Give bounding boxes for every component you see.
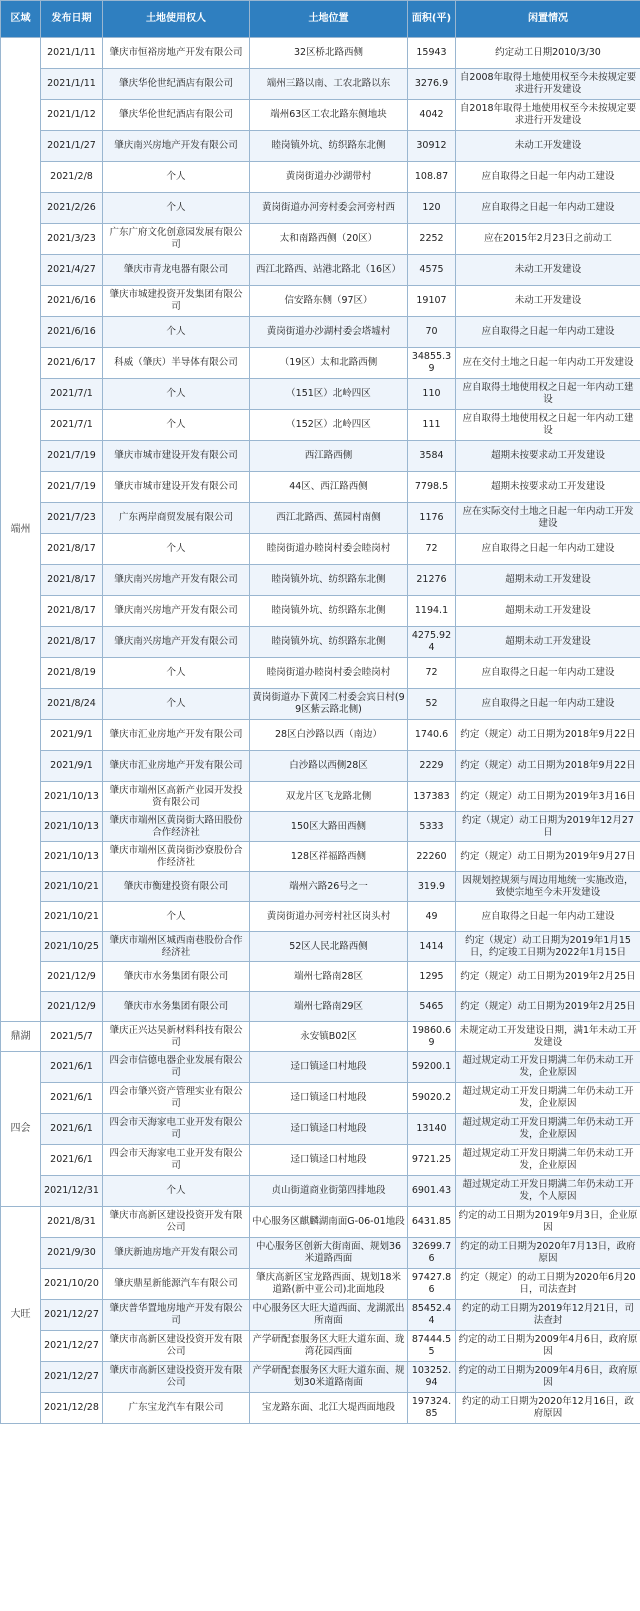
cell-status: 约定的动工日期为2019年9月3日，企业原因 [456,1207,640,1238]
table-row [1,317,640,348]
cell-location: 黄岗街道办下黄冈二村委会宾日村(99区紫云路北侧) [250,689,408,720]
cell-status: 应自取得之日起一年内动工建设 [456,317,640,348]
cell-date: 2021/1/11 [41,69,103,100]
header-area: 面积(平) [408,1,456,38]
region-cell: 大旺 [1,1207,41,1424]
cell-location: 端州七路南29区 [250,992,408,1022]
cell-status: 未动工开发建设 [456,255,640,286]
cell-owner: 肇庆南兴房地产开发有限公司 [103,627,250,658]
table-row [1,720,640,751]
cell-area: 197324.85 [408,1393,456,1424]
header-date: 发布日期 [41,1,103,38]
cell-date: 2021/7/23 [41,503,103,534]
table-row [1,1207,640,1238]
table-row [1,534,640,565]
cell-status: 应自取得土地使用权之日起一年内动工建设 [456,410,640,441]
cell-date: 2021/6/1 [41,1114,103,1145]
cell-status: 约定的动工日期为2019年12月21日，司法查封 [456,1300,640,1331]
cell-owner: 肇庆市城市建设开发有限公司 [103,441,250,472]
cell-area: 2229 [408,751,456,782]
cell-date: 2021/8/31 [41,1207,103,1238]
cell-date: 2021/6/16 [41,286,103,317]
cell-status: 约定（规定）动工日期为2019年3月16日 [456,782,640,812]
cell-location: 黄岗街道办河旁村委会河旁村西 [250,193,408,224]
table-row [1,596,640,627]
cell-owner: 肇庆市青龙电器有限公司 [103,255,250,286]
cell-location: 中心服务区创新大街南面、规划36米道路西面 [250,1238,408,1269]
cell-status: 应自取得之日起一年内动工建设 [456,162,640,193]
cell-area: 59200.1 [408,1052,456,1083]
cell-area: 6901.43 [408,1176,456,1207]
cell-area: 110 [408,379,456,410]
cell-area: 108.87 [408,162,456,193]
cell-date: 2021/12/27 [41,1362,103,1393]
cell-area: 137383 [408,782,456,812]
cell-location: 迳口镇迳口村地段 [250,1114,408,1145]
cell-location: 迳口镇迳口村地段 [250,1052,408,1083]
cell-date: 2021/7/1 [41,379,103,410]
cell-owner: 个人 [103,317,250,348]
cell-area: 9721.25 [408,1145,456,1176]
cell-owner: 肇庆华伦世纪酒店有限公司 [103,69,250,100]
cell-location: 迳口镇迳口村地段 [250,1083,408,1114]
cell-location: 睦岗镇外坑、纺织路东北侧 [250,596,408,627]
cell-location: 28区白沙路以西（南边） [250,720,408,751]
cell-owner: 肇庆南兴房地产开发有限公司 [103,565,250,596]
cell-area: 7798.5 [408,472,456,503]
cell-status: 约定的动工日期为2009年4月6日，政府原因 [456,1331,640,1362]
table-row [1,658,640,689]
cell-location: 双龙片区飞龙路北侧 [250,782,408,812]
cell-location: 中心服务区麒麟湖南面G-06-01地段 [250,1207,408,1238]
cell-area: 3276.9 [408,69,456,100]
table-row [1,162,640,193]
cell-status: 约定（规定）动工日期为2019年12月27日 [456,812,640,842]
table-row [1,812,640,842]
cell-area: 4275.924 [408,627,456,658]
cell-location: 睦岗镇外坑、纺织路东北侧 [250,627,408,658]
table-row [1,689,640,720]
cell-owner: 广东宝龙汽车有限公司 [103,1393,250,1424]
cell-owner: 个人 [103,410,250,441]
table-row [1,193,640,224]
table-row [1,842,640,872]
header-status: 闲置情况 [456,1,640,38]
cell-area: 97427.86 [408,1269,456,1300]
cell-status: 超期未按要求动工开发建设 [456,472,640,503]
cell-owner: 肇庆市衡建投资有限公司 [103,872,250,902]
cell-area: 4575 [408,255,456,286]
cell-status: 约定的动工日期为2009年4月6日，政府原因 [456,1362,640,1393]
cell-date: 2021/8/19 [41,658,103,689]
cell-area: 103252.94 [408,1362,456,1393]
cell-status: 自2008年取得土地使用权至今未按规定要求进行开发建设 [456,69,640,100]
cell-location: 西江北路西、蕉园村南侧 [250,503,408,534]
table-row [1,348,640,379]
cell-owner: 肇庆市城建投资开发集团有限公司 [103,286,250,317]
cell-location: 贞山街道商业街第四排地段 [250,1176,408,1207]
cell-area: 1295 [408,962,456,992]
cell-date: 2021/10/21 [41,902,103,932]
table-row [1,1300,640,1331]
cell-status: 应在实际交付土地之日起一年内动工开发建设 [456,503,640,534]
header-region: 区域 [1,1,41,38]
cell-owner: 肇庆市端州区黄岗街沙寮股份合作经济社 [103,842,250,872]
cell-owner: 肇庆南兴房地产开发有限公司 [103,596,250,627]
cell-area: 2252 [408,224,456,255]
cell-owner: 肇庆华伦世纪酒店有限公司 [103,100,250,131]
cell-location: 150区大路田西侧 [250,812,408,842]
cell-owner: 个人 [103,534,250,565]
table-row [1,751,640,782]
table-row [1,1114,640,1145]
cell-status: 应自取得土地使用权之日起一年内动工建设 [456,379,640,410]
cell-owner: 肇庆市高新区建设投资开发有限公司 [103,1207,250,1238]
table-row [1,565,640,596]
table-row [1,1269,640,1300]
cell-date: 2021/12/27 [41,1300,103,1331]
cell-area: 72 [408,658,456,689]
cell-area: 1176 [408,503,456,534]
cell-area: 4042 [408,100,456,131]
cell-location: 端州七路南28区 [250,962,408,992]
table-row [1,932,640,962]
cell-area: 70 [408,317,456,348]
table-row [1,872,640,902]
cell-owner: 广东广府文化创意园发展有限公司 [103,224,250,255]
cell-location: 睦岗街道办睦岗村委会睦岗村 [250,534,408,565]
cell-location: 128区祥福路西侧 [250,842,408,872]
cell-status: 超期未按要求动工开发建设 [456,441,640,472]
cell-date: 2021/7/1 [41,410,103,441]
cell-date: 2021/10/21 [41,872,103,902]
cell-owner: 个人 [103,658,250,689]
cell-date: 2021/8/17 [41,627,103,658]
cell-owner: 肇庆市城市建设开发有限公司 [103,472,250,503]
cell-area: 19860.69 [408,1022,456,1052]
cell-owner: 个人 [103,1176,250,1207]
cell-date: 2021/2/8 [41,162,103,193]
cell-date: 2021/8/24 [41,689,103,720]
cell-location: 睦岗镇外坑、纺织路东北侧 [250,131,408,162]
cell-date: 2021/12/28 [41,1393,103,1424]
cell-area: 1414 [408,932,456,962]
cell-date: 2021/10/20 [41,1269,103,1300]
table-row [1,627,640,658]
table-row [1,286,640,317]
cell-owner: 四会市肇兴资产管理实业有限公司 [103,1083,250,1114]
cell-location: 太和南路西侧（20区） [250,224,408,255]
table-row [1,503,640,534]
cell-date: 2021/3/23 [41,224,103,255]
cell-date: 2021/12/9 [41,962,103,992]
cell-area: 49 [408,902,456,932]
cell-date: 2021/1/12 [41,100,103,131]
table-body [1,38,640,1424]
cell-status: 约定（规定）的动工日期为2020年6月20日，司法查封 [456,1269,640,1300]
cell-status: 未动工开发建设 [456,286,640,317]
cell-date: 2021/8/17 [41,534,103,565]
cell-status: 应自取得之日起一年内动工建设 [456,193,640,224]
cell-area: 3584 [408,441,456,472]
cell-owner: 肇庆市恒裕房地产开发有限公司 [103,38,250,69]
table-row [1,100,640,131]
cell-location: （152区）北岭四区 [250,410,408,441]
cell-owner: 肇庆新迪房地产开发有限公司 [103,1238,250,1269]
cell-location: 肇庆高新区宝龙路西面、规划18米道路(新中亚公司)北面地段 [250,1269,408,1300]
cell-location: 端州63区工农北路东侧地块 [250,100,408,131]
cell-date: 2021/6/17 [41,348,103,379]
table-row [1,1052,640,1083]
cell-area: 15943 [408,38,456,69]
cell-date: 2021/6/1 [41,1145,103,1176]
cell-status: 应自取得之日起一年内动工建设 [456,534,640,565]
cell-owner: 肇庆市端州区城西南巷股份合作经济社 [103,932,250,962]
cell-area: 52 [408,689,456,720]
cell-date: 2021/10/13 [41,782,103,812]
cell-owner: 肇庆市汇业房地产开发有限公司 [103,751,250,782]
cell-status: 超期未动工开发建设 [456,596,640,627]
cell-area: 1740.6 [408,720,456,751]
cell-location: （19区）太和北路西侧 [250,348,408,379]
table-row [1,962,640,992]
table-row [1,1176,640,1207]
cell-owner: 肇庆南兴房地产开发有限公司 [103,131,250,162]
cell-location: 西江北路西、站港北路北（16区） [250,255,408,286]
table-row [1,1362,640,1393]
table-row [1,255,640,286]
cell-date: 2021/10/25 [41,932,103,962]
header-row [1,1,640,38]
cell-location: 产学研配套服务区大旺大道东面、规划30米道路南面 [250,1362,408,1393]
cell-location: 信安路东侧（97区） [250,286,408,317]
table-row [1,1331,640,1362]
cell-date: 2021/12/27 [41,1331,103,1362]
cell-owner: 肇庆鼎星新能源汽车有限公司 [103,1269,250,1300]
cell-area: 21276 [408,565,456,596]
cell-owner: 个人 [103,902,250,932]
cell-area: 6431.85 [408,1207,456,1238]
cell-date: 2021/1/11 [41,38,103,69]
cell-date: 2021/9/30 [41,1238,103,1269]
cell-date: 2021/6/1 [41,1052,103,1083]
cell-date: 2021/2/26 [41,193,103,224]
cell-date: 2021/9/1 [41,720,103,751]
cell-status: 应自取得之日起一年内动工建设 [456,902,640,932]
cell-owner: 肇庆市汇业房地产开发有限公司 [103,720,250,751]
cell-location: 宝龙路东面、北江大堤西面地段 [250,1393,408,1424]
cell-date: 2021/9/1 [41,751,103,782]
region-cell: 端州 [1,38,41,1022]
cell-date: 2021/6/1 [41,1083,103,1114]
cell-date: 2021/10/13 [41,812,103,842]
cell-status: 约定（规定）动工日期为2018年9月22日 [456,720,640,751]
cell-status: 约定的动工日期为2020年7月13日，政府原因 [456,1238,640,1269]
table-row [1,1238,640,1269]
cell-status: 应在2015年2月23日之前动工 [456,224,640,255]
cell-location: 迳口镇迳口村地段 [250,1145,408,1176]
cell-date: 2021/12/9 [41,992,103,1022]
cell-area: 34855.39 [408,348,456,379]
cell-area: 120 [408,193,456,224]
cell-status: 约定（规定）动工日期为2019年2月25日 [456,962,640,992]
cell-status: 应在交付土地之日起一年内动工开发建设 [456,348,640,379]
cell-date: 2021/7/19 [41,441,103,472]
cell-status: 超过规定动工开发日期满二年仍未动工开发，企业原因 [456,1114,640,1145]
cell-owner: 肇庆市端州区高新产业园开发投资有限公司 [103,782,250,812]
cell-date: 2021/8/17 [41,596,103,627]
cell-area: 111 [408,410,456,441]
table-row [1,379,640,410]
cell-date: 2021/1/27 [41,131,103,162]
cell-owner: 四会市信德电器企业发展有限公司 [103,1052,250,1083]
cell-owner: 四会市天海家电工业开发有限公司 [103,1114,250,1145]
cell-area: 72 [408,534,456,565]
cell-area: 32699.76 [408,1238,456,1269]
cell-status: 超期未动工开发建设 [456,627,640,658]
cell-location: 32区桥北路西侧 [250,38,408,69]
cell-location: 端州六路26号之一 [250,872,408,902]
table-row [1,782,640,812]
cell-owner: 广东两岸商贸发展有限公司 [103,503,250,534]
cell-owner: 四会市天海家电工业开发有限公司 [103,1145,250,1176]
table-row [1,410,640,441]
cell-owner: 肇庆市高新区建设投资开发有限公司 [103,1331,250,1362]
cell-status: 超期未动工开发建设 [456,565,640,596]
table-row [1,224,640,255]
cell-date: 2021/4/27 [41,255,103,286]
table-row [1,131,640,162]
cell-owner: 个人 [103,193,250,224]
cell-location: 52区人民北路西侧 [250,932,408,962]
cell-location: 睦岗街道办睦岗村委会睦岗村 [250,658,408,689]
cell-owner: 个人 [103,379,250,410]
cell-owner: 肇庆市端州区黄岗街大路田股份合作经济社 [103,812,250,842]
cell-location: 产学研配套服务区大旺大道东面、珑湾花园西面 [250,1331,408,1362]
cell-location: 黄岗街道办沙湖村委会塔墟村 [250,317,408,348]
region-cell: 鼎湖 [1,1022,41,1052]
table-row [1,992,640,1022]
cell-status: 应自取得之日起一年内动工建设 [456,658,640,689]
cell-status: 超过规定动工开发日期满二年仍未动工开发，企业原因 [456,1052,640,1083]
cell-date: 2021/6/16 [41,317,103,348]
cell-owner: 肇庆普华置地房地产开发有限公司 [103,1300,250,1331]
cell-area: 22260 [408,842,456,872]
cell-location: 中心服务区大旺大道西面、龙湖派出所南面 [250,1300,408,1331]
cell-owner: 肇庆市高新区建设投资开发有限公司 [103,1362,250,1393]
table-row [1,1083,640,1114]
cell-location: 端州三路以南、工农北路以东 [250,69,408,100]
cell-area: 1194.1 [408,596,456,627]
cell-area: 85452.44 [408,1300,456,1331]
cell-date: 2021/12/31 [41,1176,103,1207]
cell-owner: 个人 [103,162,250,193]
cell-date: 2021/8/17 [41,565,103,596]
header-owner: 土地使用权人 [103,1,250,38]
table-row [1,38,640,69]
cell-status: 超过规定动工开发日期满二年仍未动工开发，企业原因 [456,1083,640,1114]
table-row [1,1393,640,1424]
table-row [1,1022,640,1052]
table-row [1,902,640,932]
table-row [1,1145,640,1176]
cell-owner: 肇庆市水务集团有限公司 [103,992,250,1022]
cell-location: 黄岗街道办沙湖带村 [250,162,408,193]
cell-area: 19107 [408,286,456,317]
region-cell: 四会 [1,1052,41,1207]
cell-area: 13140 [408,1114,456,1145]
cell-location: （151区）北岭四区 [250,379,408,410]
cell-status: 约定动工日期2010/3/30 [456,38,640,69]
cell-status: 约定的动工日期为2020年12月16日，政府原因 [456,1393,640,1424]
cell-date: 2021/10/13 [41,842,103,872]
cell-location: 44区、西江路西侧 [250,472,408,503]
cell-area: 5465 [408,992,456,1022]
cell-status: 因规划控规须与周边用地统一实施改造，致使宗地至今未开发建设 [456,872,640,902]
cell-location: 西江路西侧 [250,441,408,472]
table-row [1,441,640,472]
header-location: 土地位置 [250,1,408,38]
cell-area: 319.9 [408,872,456,902]
cell-status: 约定（规定）动工日期为2019年1月15日，约定竣工日期为2022年1月15日 [456,932,640,962]
cell-area: 30912 [408,131,456,162]
cell-owner: 科威（肇庆）半导体有限公司 [103,348,250,379]
cell-status: 约定（规定）动工日期为2019年9月27日 [456,842,640,872]
cell-location: 永安镇B02区 [250,1022,408,1052]
table-row [1,69,640,100]
cell-area: 5333 [408,812,456,842]
cell-status: 应自取得之日起一年内动工建设 [456,689,640,720]
cell-area: 59020.2 [408,1083,456,1114]
cell-status: 自2018年取得土地使用权至今未按规定要求进行开发建设 [456,100,640,131]
cell-status: 超过规定动工开发日期满二年仍未动工开发，个人原因 [456,1176,640,1207]
cell-owner: 个人 [103,689,250,720]
cell-owner: 肇庆正兴达昊新材料科技有限公司 [103,1022,250,1052]
cell-status: 未规定动工开发建设日期，满1年未动工开发建设 [456,1022,640,1052]
cell-location: 睦岗镇外坑、纺织路东北侧 [250,565,408,596]
cell-status: 超过规定动工开发日期满二年仍未动工开发，企业原因 [456,1145,640,1176]
cell-status: 约定（规定）动工日期为2018年9月22日 [456,751,640,782]
table-header [1,1,640,38]
cell-owner: 肇庆市水务集团有限公司 [103,962,250,992]
cell-date: 2021/5/7 [41,1022,103,1052]
cell-area: 87444.55 [408,1331,456,1362]
cell-status: 未动工开发建设 [456,131,640,162]
cell-location: 黄岗街道办河旁村社区岗头村 [250,902,408,932]
cell-status: 约定（规定）动工日期为2019年2月25日 [456,992,640,1022]
table-row [1,472,640,503]
cell-location: 白沙路以西侧28区 [250,751,408,782]
cell-date: 2021/7/19 [41,472,103,503]
